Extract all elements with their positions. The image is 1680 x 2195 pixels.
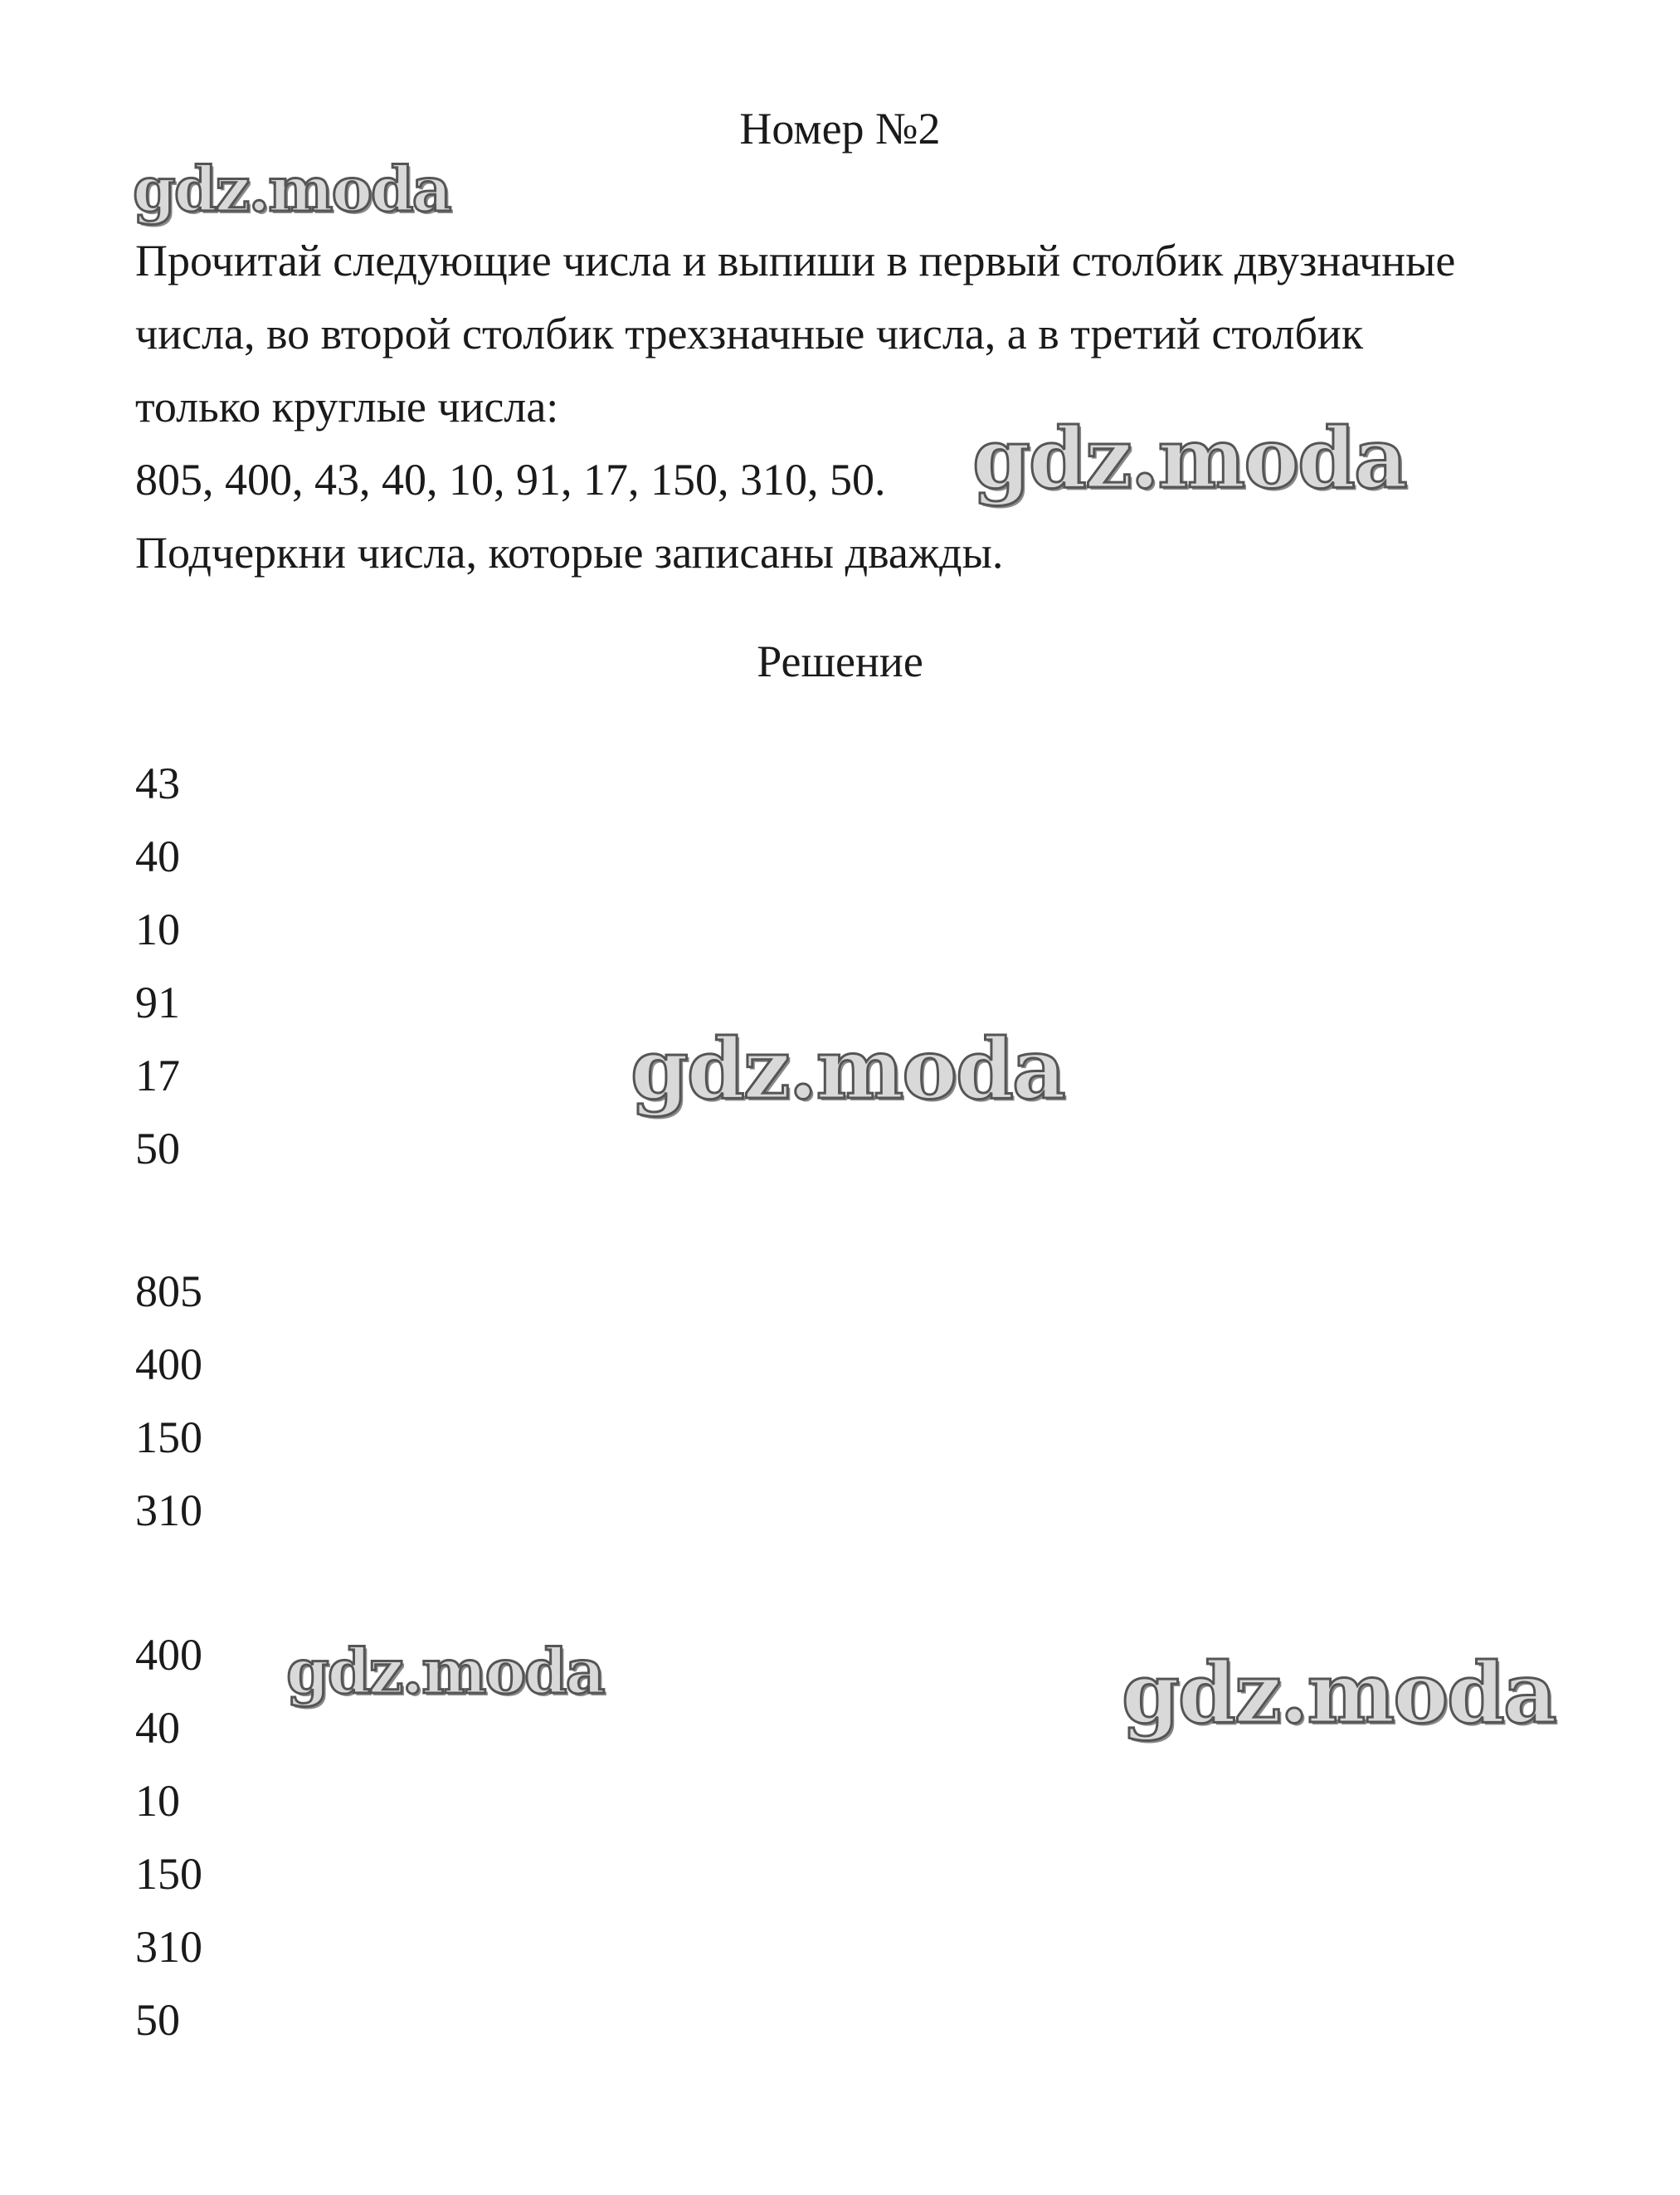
column-number: 43 — [135, 758, 180, 808]
task-text — [135, 224, 1620, 589]
column-number: 805 — [135, 1266, 202, 1316]
column-number: 310 — [135, 1485, 202, 1535]
column-number: 50 — [135, 1124, 180, 1173]
column-number: 310 — [135, 1922, 202, 1972]
column-number: 400 — [135, 1630, 202, 1680]
page-title: Номер №2 — [739, 104, 941, 154]
task-line: Подчеркни числа, которые записаны дважды. — [135, 528, 1004, 578]
watermark: gdz.moda — [972, 409, 1406, 507]
three-digit-column — [135, 1255, 202, 1547]
task-line: Прочитай следующие числа и выпиши в первый столбик двузначные — [135, 236, 1456, 285]
watermark: gdz.moda — [286, 1636, 604, 1708]
solution-title: Решение — [757, 637, 923, 686]
round-numbers-column — [135, 1618, 202, 2056]
column-number: 50 — [135, 1995, 180, 2045]
column-number: 91 — [135, 978, 180, 1027]
task-numbers-line: 805, 400, 43, 40, 10, 91, 17, 150, 310, 50. — [135, 455, 886, 505]
watermark: gdz.moda — [631, 1020, 1064, 1118]
column-number: 40 — [135, 832, 180, 881]
watermark: gdz.moda — [133, 154, 450, 226]
task-line: числа, во второй столбик трехзначные числа, а в третий столбик — [135, 309, 1364, 359]
column-number: 40 — [135, 1703, 180, 1753]
column-number: 10 — [135, 905, 180, 954]
column-number: 400 — [135, 1339, 202, 1389]
column-number: 150 — [135, 1849, 202, 1899]
two-digit-column — [135, 747, 180, 1185]
column-number: 17 — [135, 1051, 180, 1100]
task-line: только круглые числа: — [135, 382, 559, 432]
watermark: gdz.moda — [1122, 1644, 1556, 1742]
column-number: 10 — [135, 1776, 180, 1826]
column-number: 150 — [135, 1412, 202, 1462]
